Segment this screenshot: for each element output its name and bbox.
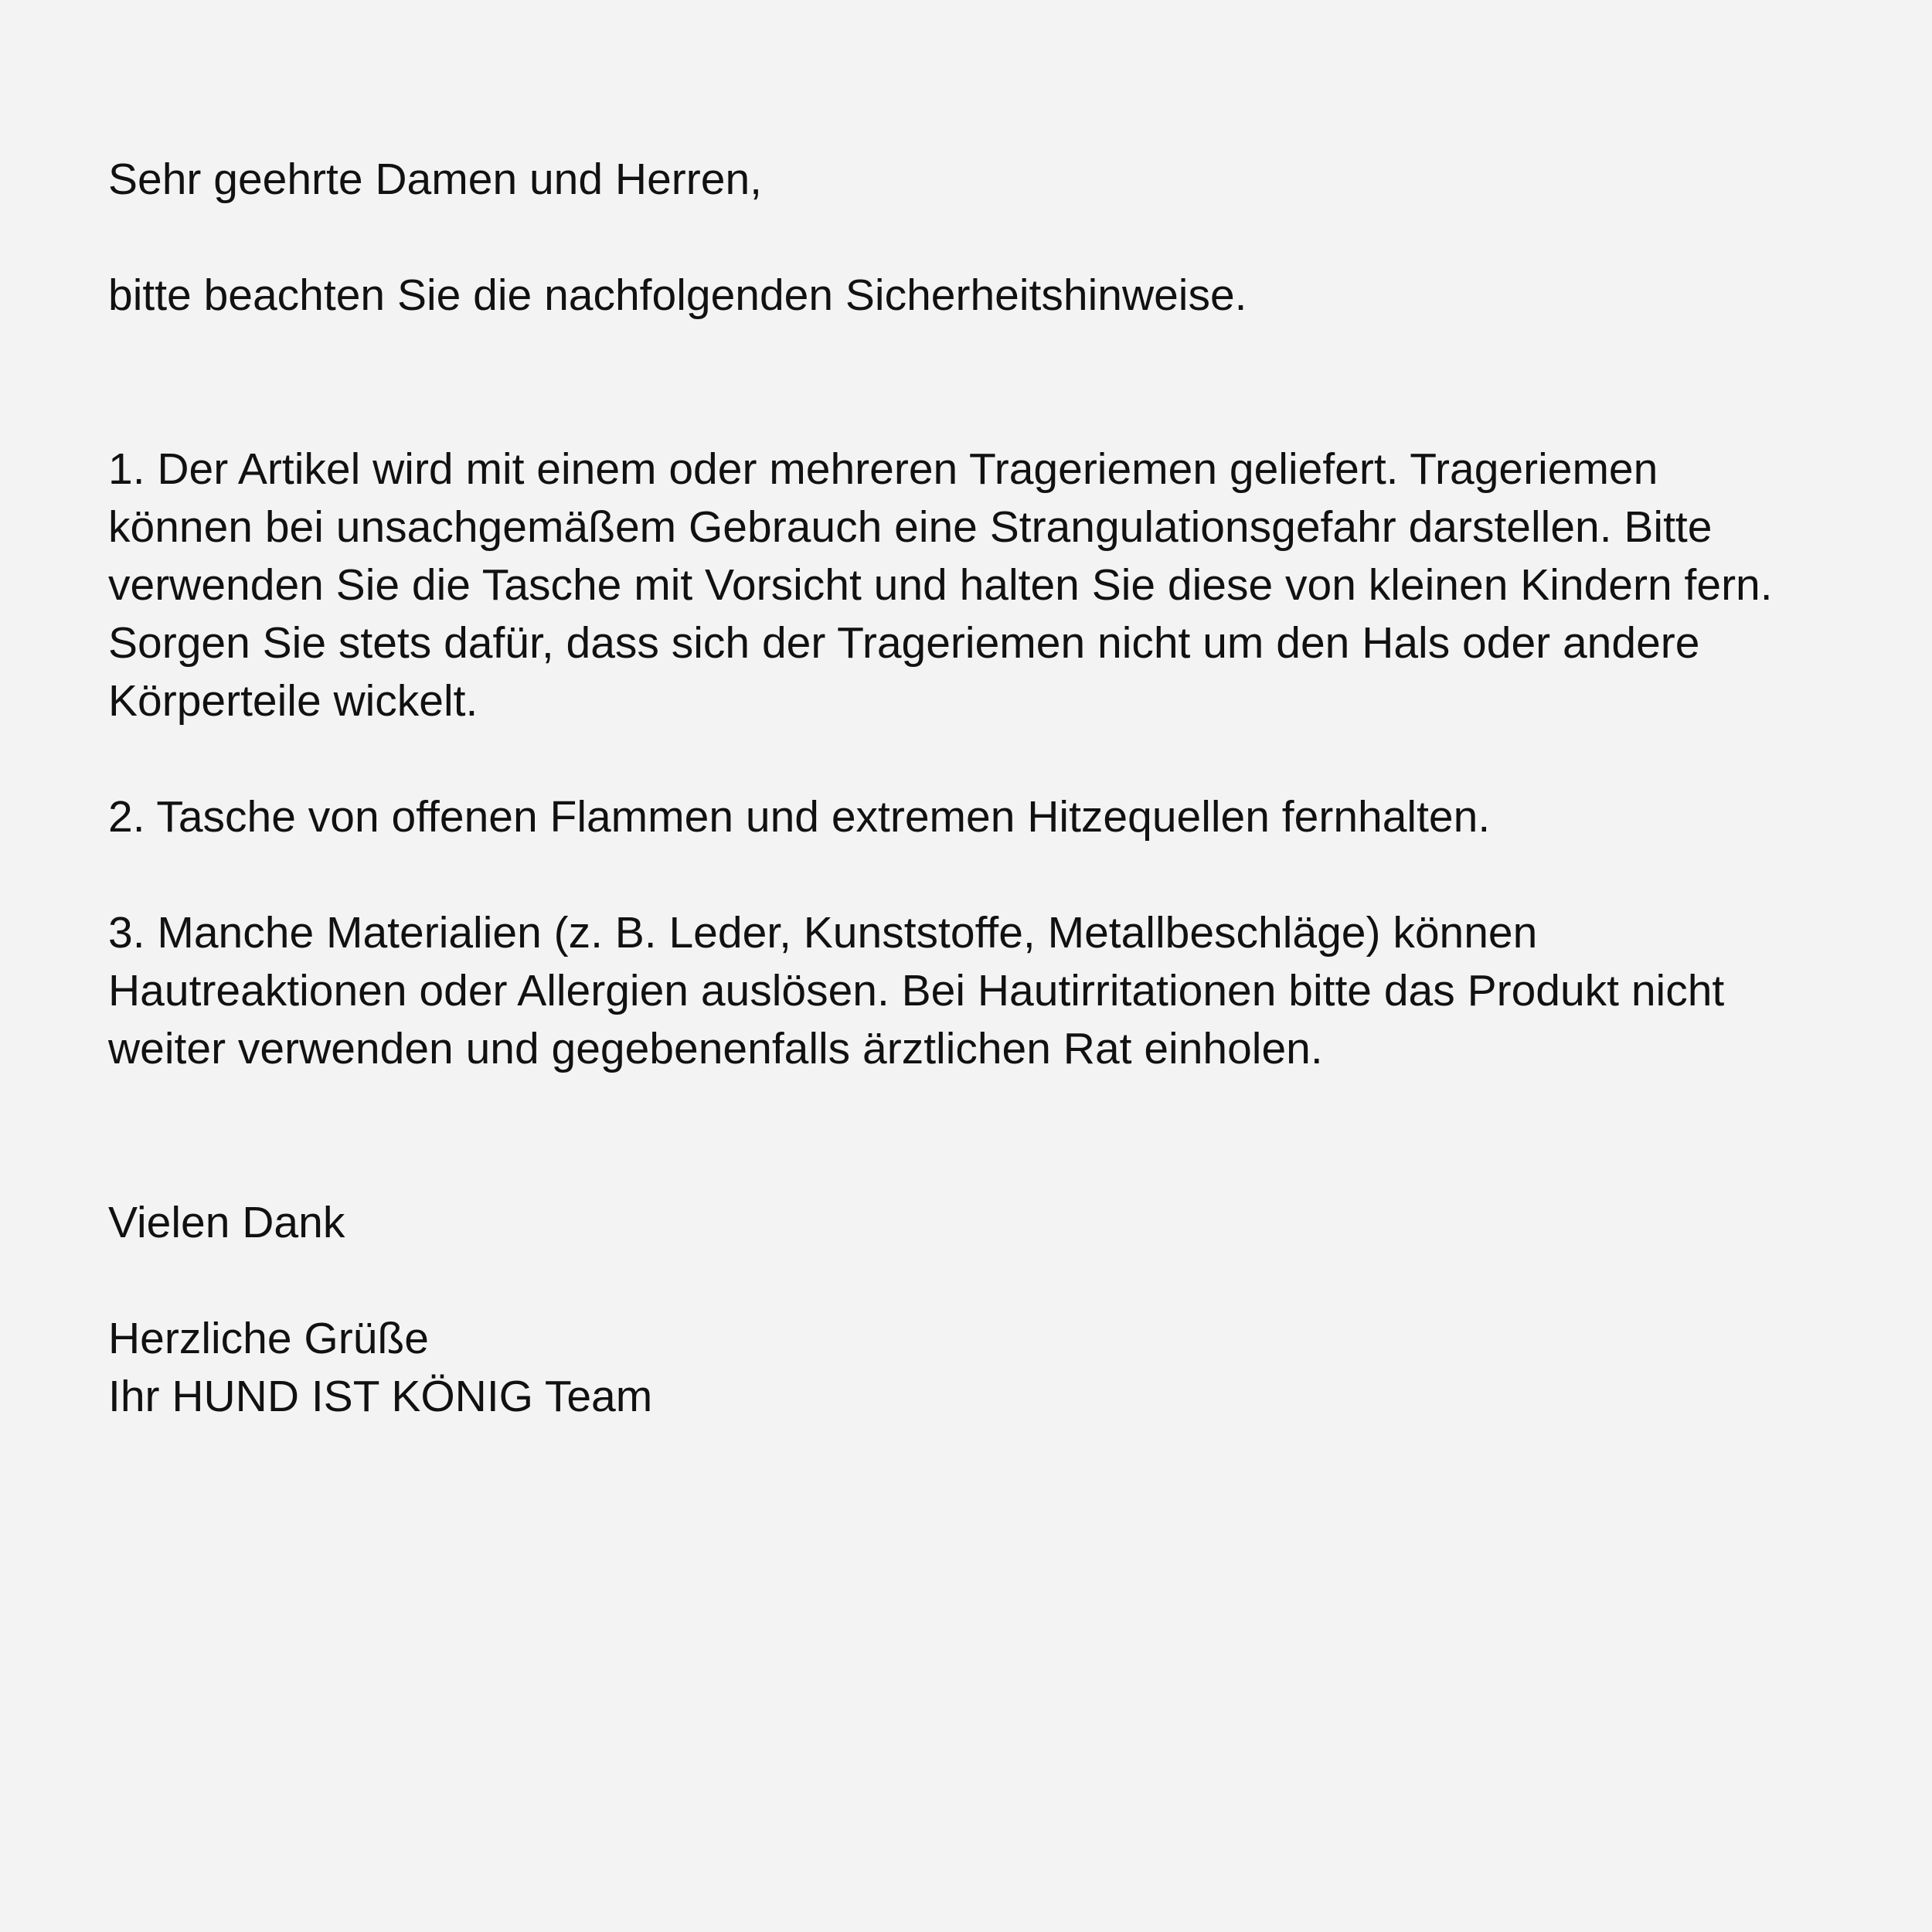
safety-item-2-line: 2. Tasche von offenen Flammen und extremen Hitzequellen fernhalten. [108,792,1491,842]
letter-closing: Herzliche Grüße [108,1314,429,1363]
safety-item-1-line: 1. Der Artikel wird mit einem oder mehreren Trageriemen geliefert. Trageriemen [108,444,1658,494]
letter-signature: Ihr HUND IST KÖNIG Team [108,1372,653,1421]
safety-item-3-line: 3. Manche Materialien (z. B. Leder, Kunststoffe, Metallbeschläge) können [108,908,1538,957]
safety-item-1-line: Körperteile wickelt. [108,676,478,726]
safety-item-1-line: verwenden Sie die Tasche mit Vorsicht und halten Sie diese von kleinen Kindern fern. [108,560,1773,610]
safety-item-3-line: weiter verwenden und gegebenenfalls ärztlichen Rat einholen. [108,1024,1323,1073]
safety-item-2 [108,788,1855,846]
safety-item-1-line: können bei unsachgemäßem Gebrauch eine Strangulationsgefahr darstellen. Bitte [108,502,1713,552]
safety-item-1-line: Sorgen Sie stets dafür, dass sich der Trageriemen nicht um den Hals oder andere [108,618,1700,668]
letter-body [108,151,1855,1426]
letter-thanks: Vielen Dank [108,1198,345,1247]
letter-greeting: Sehr geehrte Damen und Herren, [108,155,762,204]
safety-item-1 [108,440,1855,730]
safety-item-3 [108,904,1855,1078]
letter-intro: bitte beachten Sie die nachfolgenden Sicherheitshinweise. [108,270,1247,320]
safety-item-3-line: Hautreaktionen oder Allergien auslösen. Bei Hautirritationen bitte das Produkt nicht [108,966,1725,1015]
